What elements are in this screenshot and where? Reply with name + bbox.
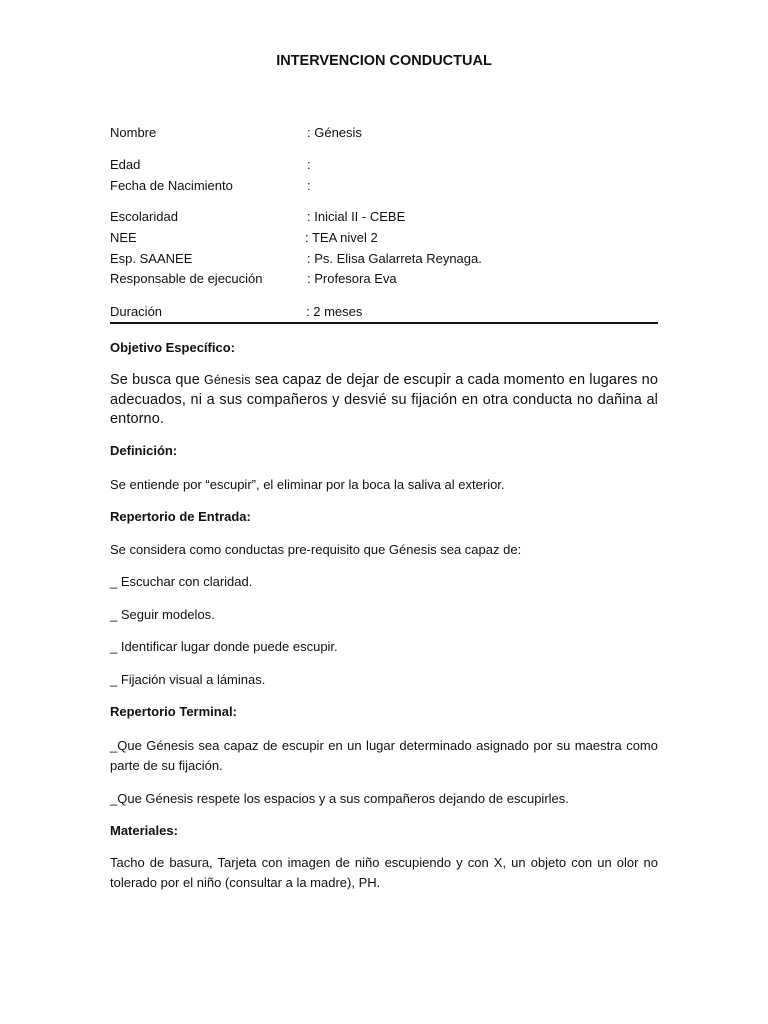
- field-label: Responsable de ejecución: [110, 271, 263, 286]
- document-title: INTERVENCION CONDUCTUAL: [276, 53, 492, 69]
- field-label: Fecha de Nacimiento: [110, 178, 233, 193]
- field-value: : Ps. Elisa Galarreta Reynaga.: [307, 251, 482, 266]
- repertorio-entrada-intro: Se considera como conductas pre-requisito que Génesis sea capaz de:: [110, 542, 522, 557]
- repertorio-terminal-heading: Repertorio Terminal:: [110, 704, 237, 719]
- repertorio-entrada-heading: Repertorio de Entrada:: [110, 509, 251, 524]
- objetivo-name: Génesis: [204, 373, 251, 387]
- objetivo-text-after: sea capaz de dejar de escupir a cada momento en lugares no adecuados, ni a sus compañeros y desvié su fijación en otra conducta no dañina al entorno.: [110, 372, 658, 427]
- field-value: :: [307, 178, 311, 193]
- list-item: _ Escuchar con claridad.: [110, 574, 253, 589]
- list-item: _ Identificar lugar donde puede escupir.: [110, 639, 338, 654]
- field-value: :: [307, 157, 311, 172]
- field-label: Duración: [110, 304, 163, 319]
- materiales-text: Tacho de basura, Tarjeta con imagen de niño escupiendo y con X, un objeto con un olor no tolerado por el niño (consultar a la madre), PH.: [110, 855, 658, 890]
- objetivo-text: [110, 371, 658, 430]
- field-value: : TEA nivel 2: [305, 230, 378, 245]
- field-label: Esp. SAANEE: [110, 251, 193, 266]
- field-value: : 2 meses: [306, 304, 363, 319]
- field-label: NEE: [110, 230, 137, 245]
- field-label: Nombre: [110, 125, 157, 140]
- list-item: _Que Génesis respete los espacios y a sus compañeros dejando de escupirles.: [110, 791, 569, 806]
- field-value: : Inicial II - CEBE: [307, 209, 406, 224]
- list-item: _Que Génesis sea capaz de escupir en un lugar determinado asignado por su maestra como parte de su fijación.: [110, 738, 658, 773]
- field-label: Edad: [110, 157, 141, 172]
- field-value: : Génesis: [307, 125, 362, 140]
- objetivo-heading: Objetivo Específico:: [110, 340, 235, 355]
- materiales-heading: Materiales:: [110, 823, 178, 838]
- definicion-text: Se entiende por “escupir”, el eliminar por la boca la saliva al exterior.: [110, 477, 505, 492]
- header-divider: [110, 322, 658, 324]
- field-value: : Profesora Eva: [307, 271, 397, 286]
- objetivo-text-before: Se busca que: [110, 372, 205, 388]
- list-item: _ Seguir modelos.: [110, 607, 215, 622]
- list-item: _ Fijación visual a láminas.: [110, 672, 266, 687]
- definicion-heading: Definición:: [110, 443, 178, 458]
- field-label: Escolaridad: [110, 209, 178, 224]
